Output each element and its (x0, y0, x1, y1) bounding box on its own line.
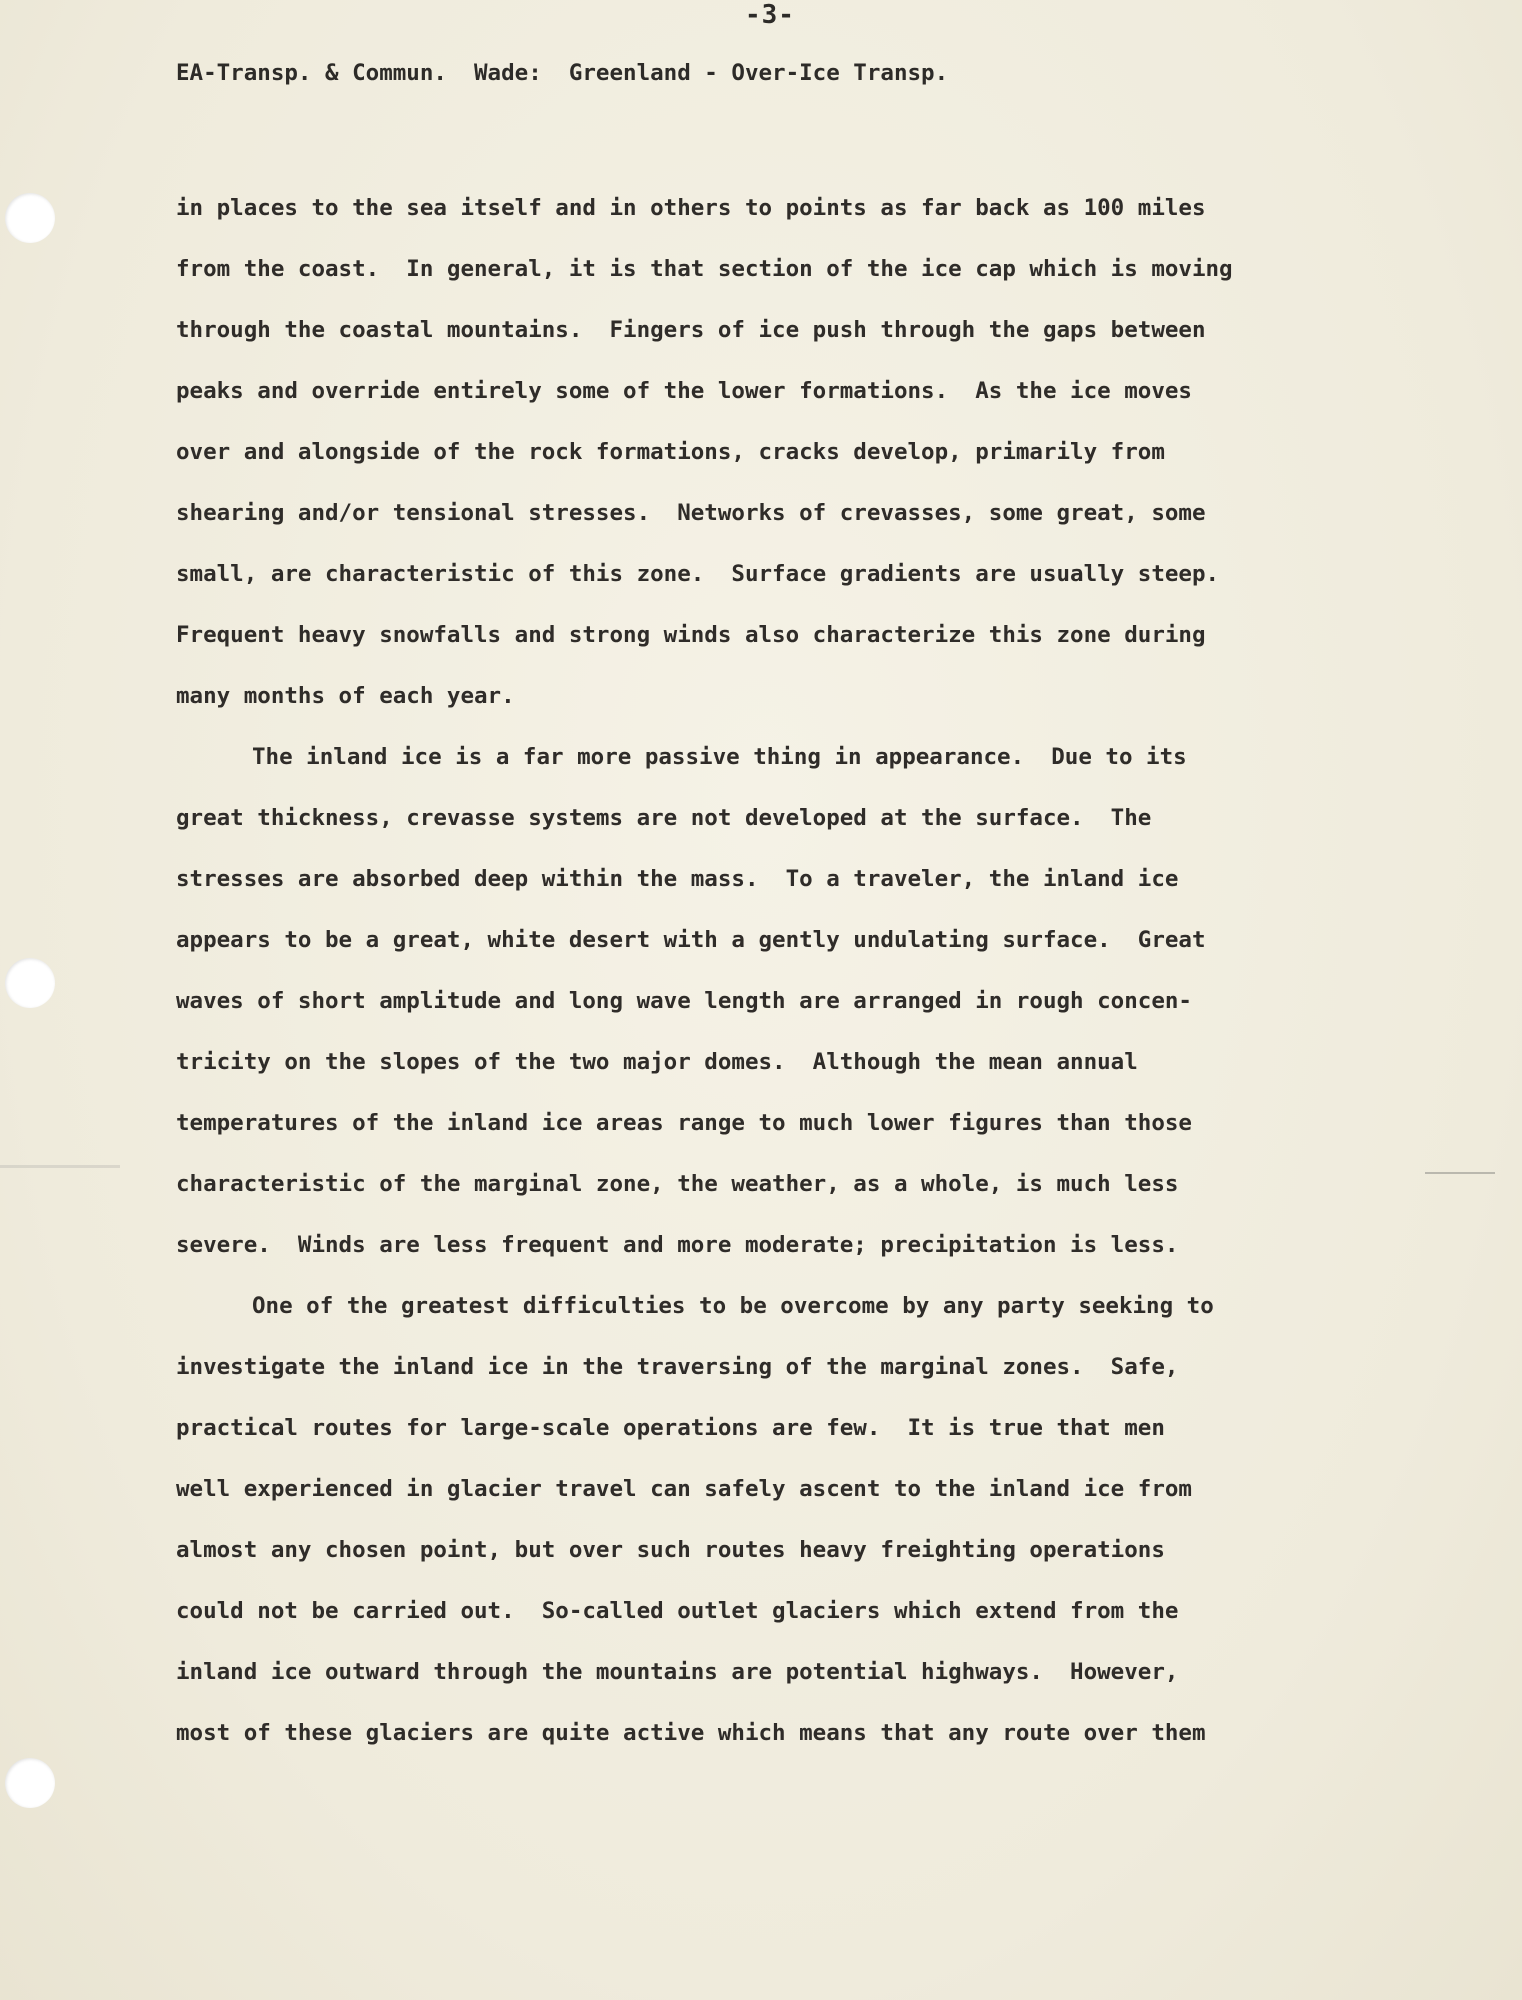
text-line: in places to the sea itself and in others to points as far back as 100 miles (176, 195, 1206, 221)
scan-mark (0, 1165, 120, 1168)
text-line: inland ice outward through the mountains are potential highways. However, (176, 1659, 1179, 1685)
text-line: small, are characteristic of this zone. Surface gradients are usually steep. (176, 561, 1220, 587)
text-line: almost any chosen point, but over such routes heavy freighting operations (176, 1537, 1165, 1563)
text-line: Frequent heavy snowfalls and strong winds also characterize this zone during (176, 622, 1206, 648)
punch-hole (5, 193, 55, 243)
text-line: The inland ice is a far more passive thing in appearance. Due to its (252, 744, 1187, 770)
text-line: tricity on the slopes of the two major domes. Although the mean annual (176, 1049, 1138, 1075)
text-line: great thickness, crevasse systems are not developed at the surface. The (176, 805, 1152, 831)
document-header: EA-Transp. & Commun. Wade: Greenland - Over-Ice Transp. (176, 60, 949, 86)
text-line: through the coastal mountains. Fingers of ice push through the gaps between (176, 317, 1206, 343)
text-line: many months of each year. (176, 683, 515, 709)
body-text (176, 178, 1406, 1764)
text-line: over and alongside of the rock formations, cracks develop, primarily from (176, 439, 1165, 465)
text-line: from the coast. In general, it is that section of the ice cap which is moving (176, 256, 1233, 282)
punch-hole (5, 958, 55, 1008)
text-line: practical routes for large-scale operations are few. It is true that men (176, 1415, 1165, 1441)
text-line: peaks and override entirely some of the lower formations. As the ice moves (176, 378, 1192, 404)
page-number: -3- (745, 0, 795, 30)
text-line: One of the greatest difficulties to be overcome by any party seeking to (252, 1293, 1214, 1319)
scan-mark (1425, 1172, 1495, 1174)
text-line: characteristic of the marginal zone, the weather, as a whole, is much less (176, 1171, 1179, 1197)
text-line: shearing and/or tensional stresses. Networks of crevasses, some great, some (176, 500, 1206, 526)
text-line: could not be carried out. So-called outlet glaciers which extend from the (176, 1598, 1179, 1624)
text-line: stresses are absorbed deep within the mass. To a traveler, the inland ice (176, 866, 1179, 892)
text-line: most of these glaciers are quite active which means that any route over them (176, 1720, 1206, 1746)
text-line: severe. Winds are less frequent and more moderate; precipitation is less. (176, 1232, 1179, 1258)
text-line: investigate the inland ice in the traversing of the marginal zones. Safe, (176, 1354, 1179, 1380)
text-line: well experienced in glacier travel can safely ascent to the inland ice from (176, 1476, 1192, 1502)
text-line: waves of short amplitude and long wave length are arranged in rough concen- (176, 988, 1192, 1014)
text-line: appears to be a great, white desert with a gently undulating surface. Great (176, 927, 1206, 953)
punch-hole (5, 1758, 55, 1808)
text-line: temperatures of the inland ice areas range to much lower figures than those (176, 1110, 1192, 1136)
